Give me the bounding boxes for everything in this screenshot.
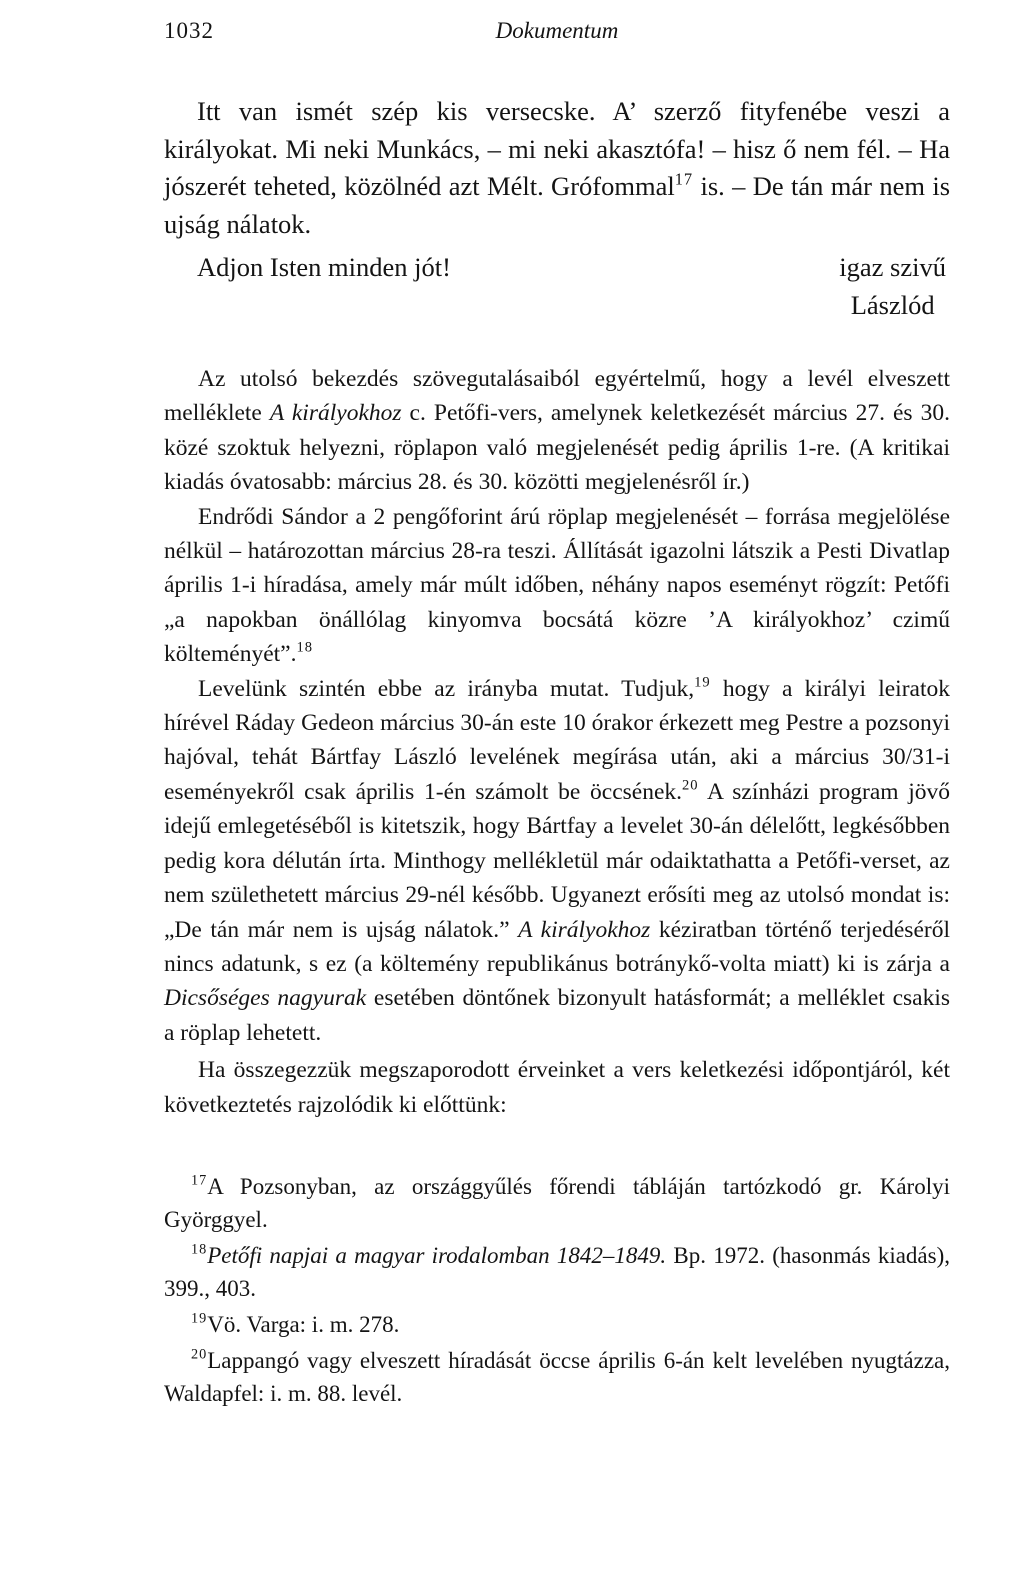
footnote-18 — [164, 1239, 950, 1305]
poem-title: A királyokhoz — [269, 400, 402, 427]
page-header — [164, 18, 950, 58]
paragraph-text: c. Petőfi-vers, amelynek keletkezését március 27. és 30. közé szoktuk helyezni, röplapon való megjelenését pedig április 1-re. (A kritikai kiadás óvatosabb: március 28. és 30. közötti megjelenésről ír.) — [164, 400, 950, 496]
quoted-letter — [164, 93, 950, 331]
commentary-paragraph-1 — [164, 362, 950, 500]
page-number: 1032 — [164, 18, 214, 43]
footnote-number: 20 — [191, 1346, 208, 1363]
paragraph-text: Levelünk szintén ebbe az irányba mutat. Tudjuk, — [198, 675, 695, 702]
footnote-text: Lappangó vagy elveszett híradását öccse április 6-án kelt levelében nyugtázza, Waldapfel: i. m. 88. levél. — [164, 1348, 950, 1406]
paragraph-text: esetében döntőnek bizonyult hatásformát; a melléklet csakis a röplap lehetett. — [164, 985, 951, 1046]
commentary-paragraph-3 — [164, 672, 950, 1050]
footnotes — [164, 1170, 950, 1413]
footnote-text: Bp. 1972. (hasonmás kiadás), 399., 403. — [164, 1243, 950, 1301]
footnote-17 — [164, 1170, 950, 1236]
paragraph-text: kéziratban történő terjedéséről nincs adatunk, s ez (a költemény republikánus botránykő-volta miatt) ki is zárja a — [164, 916, 950, 977]
footnote-number: 19 — [191, 1310, 208, 1327]
footnote-ref-17: 17 — [674, 169, 694, 189]
letter-text: Itt van ismét szép kis versecske. A’ szerző fityfenébe veszi a királyokat. Mi neki Munkács, – mi neki akasztófa! – hisz ő nem fél. – Ha jószerét teheted, közölnéd azt Mélt. Grófommal — [164, 96, 950, 201]
commentary-paragraph-2 — [164, 500, 950, 672]
poem-title: A királyokhoz — [518, 916, 651, 943]
commentary-section — [164, 362, 950, 1122]
paragraph-text: A színházi program jövő idejű emlegetéséből is kitetszik, hogy Bártfay a levelet 30-án délelőtt, legkésőbben pedig kora délután írta. Minthogy mellékletül már odaiktathatta a Petőfi-verset, az nem születhetett március 29-nél később. Ugyanezt erősíti meg az utolsó mondat is: „De tán már nem is ujság nálatok.” — [164, 778, 950, 943]
running-title: Dokumentum — [495, 18, 619, 43]
footnote-number: 17 — [191, 1172, 208, 1189]
signature-line-2: Lászlód — [850, 289, 935, 320]
footnote-number: 18 — [191, 1241, 208, 1258]
footnote-ref-19: 19 — [694, 674, 711, 691]
poem-title: Dicsőséges nagyurak — [164, 985, 367, 1012]
footnote-20 — [164, 1344, 950, 1410]
commentary-paragraph-4: Ha összegezzük megszaporodott érveinket a vers keletkezési időpontjáról, két következtetés rajzolódik ki előttünk: — [164, 1057, 950, 1118]
footnote-19 — [164, 1308, 950, 1341]
letter-paragraph — [164, 93, 950, 243]
paragraph-text: Az utolsó bekezdés szövegutalásaiból egyértelmű, hogy a levél elveszett melléklete — [164, 366, 950, 427]
paragraph-text: hogy a királyi leiratok hírével Ráday Gedeon március 30-án este 10 órakor érkezett meg Pestre a pozsonyi hajóval, tehát Bártfay László levelének megírása után, aki a március 30/31-i eseményekről csak április 1-én számolt be öccsének. — [164, 675, 950, 805]
letter-greeting: Adjon Isten minden jót! — [197, 252, 451, 282]
letter-closing — [164, 249, 950, 331]
book-title: Petőfi napjai a magyar irodalomban 1842–1849. — [207, 1243, 667, 1268]
signature-line-1: igaz szivű — [839, 252, 946, 282]
footnote-text: A Pozsonyban, az országgyűlés főrendi tábláján tartózkodó gr. Károlyi Györggyel. — [164, 1174, 950, 1232]
paragraph-text: Endrődi Sándor a 2 pengőforint árú röplap megjelenését – forrása megjelölése nélkül – határozottan március 28-ra teszi. Állítását igazolni látszik a Pesti Divatlap április 1-i híradása, amely már múlt időben, néhány napos eseményt rögzít: Petőfi „a napokban önállólag kinyomva bocsátá közre ’A királyokhoz’ czimű költeményét”. — [164, 503, 950, 668]
footnote-ref-20: 20 — [682, 777, 699, 794]
footnote-text: Vö. Varga: i. m. 278. — [207, 1312, 400, 1337]
letter-text-continued: is. – De tán már nem is ujság nálatok. — [164, 171, 951, 239]
footnote-ref-18: 18 — [296, 639, 314, 656]
letter-signature — [839, 249, 946, 324]
